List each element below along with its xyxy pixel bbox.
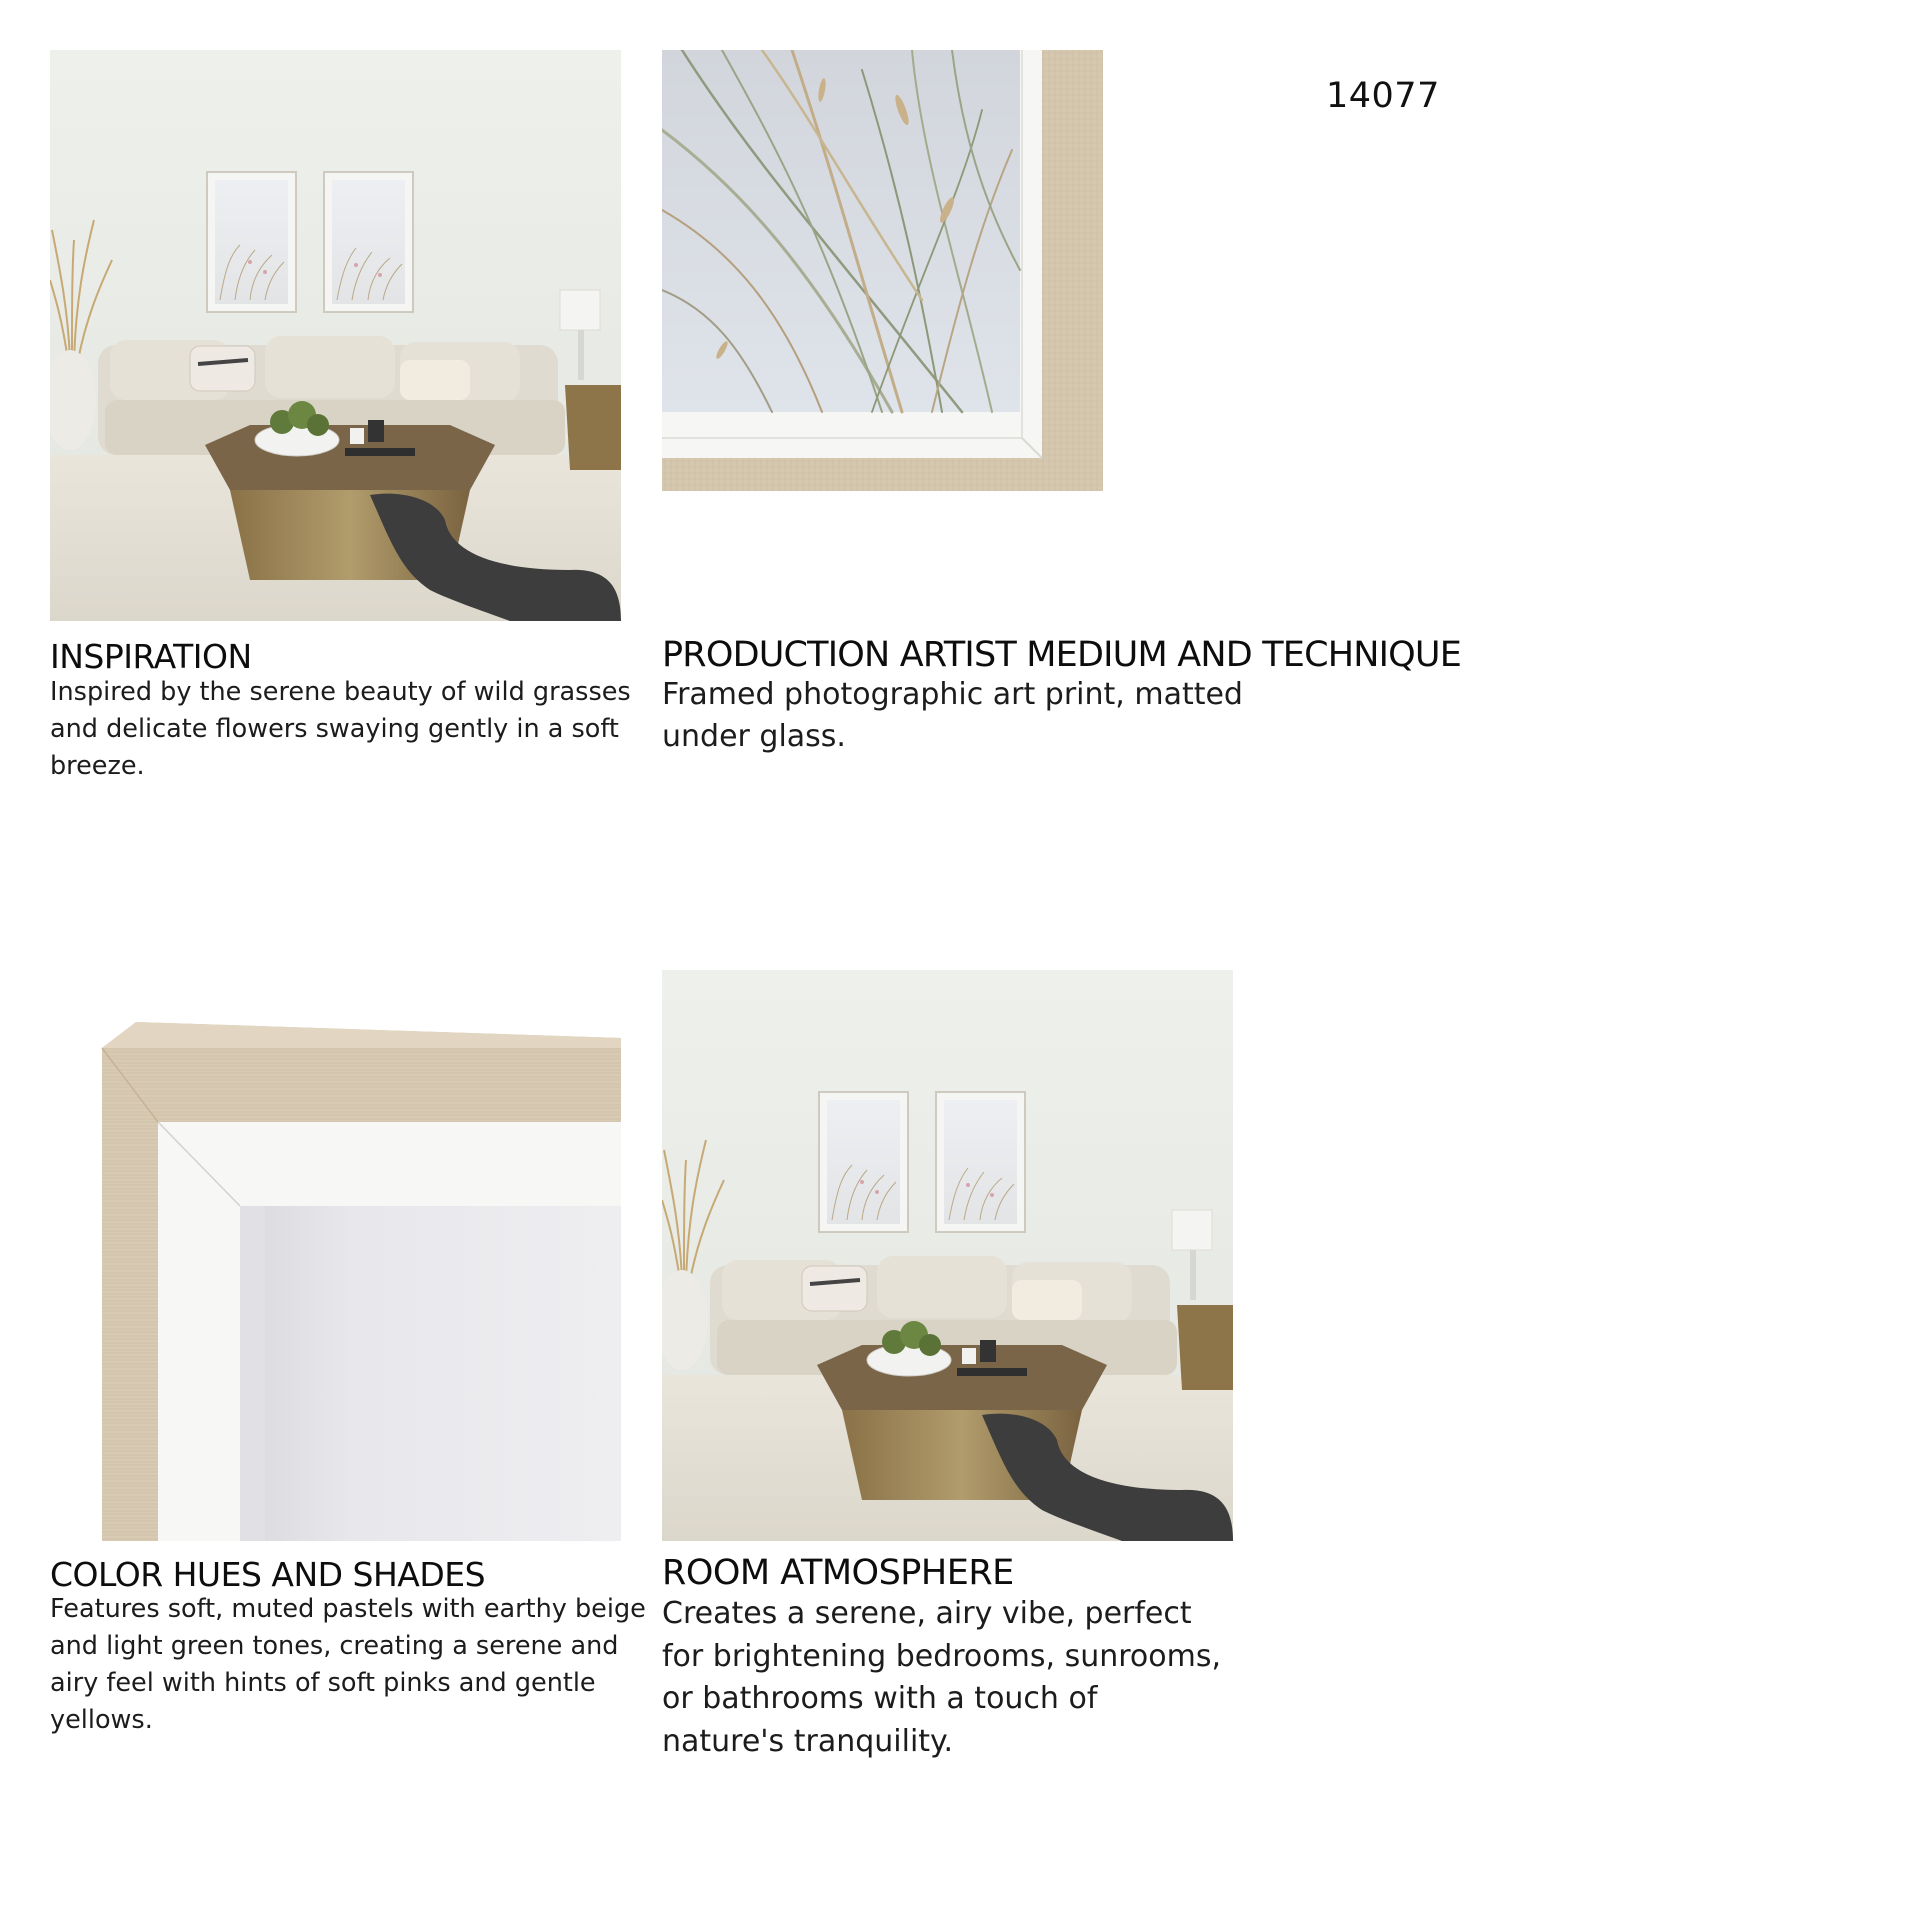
production-heading: PRODUCTION ARTIST MEDIUM AND TECHNIQUE (662, 635, 1462, 675)
wall-print-right (324, 172, 413, 312)
inspiration-heading: INSPIRATION (50, 637, 252, 676)
room-scene-image (50, 50, 621, 621)
room-scene-photo (50, 50, 621, 621)
wall-print-right (936, 1092, 1025, 1232)
product-sku: 14077 (1326, 76, 1440, 116)
inspiration-text: Inspired by the serene beauty of wild grasses and delicate flowers swaying gently in a soft breeze. (50, 677, 631, 781)
wall-print-left (207, 172, 296, 312)
print-closeup-image (662, 50, 1103, 491)
room-atmosphere-photo (662, 970, 1233, 1541)
frame-corner-image (50, 970, 621, 1541)
production-text: Framed photographic art print, matted under glass. (662, 677, 1243, 754)
wall-print-left (819, 1092, 908, 1232)
print-closeup-photo (662, 50, 1103, 491)
room-atmosphere-image (662, 970, 1233, 1541)
room-text: Creates a serene, airy vibe, perfect for brightening bedrooms, sunrooms, or bathrooms with a touch of nature's tranquility. (662, 1596, 1221, 1759)
frame-corner-photo (50, 970, 621, 1541)
color-heading: COLOR HUES AND SHADES (50, 1555, 486, 1594)
color-text: Features soft, muted pastels with earthy beige and light green tones, creating a serene and airy feel with hints of soft pinks and gentle yellows. (50, 1594, 646, 1735)
room-heading: ROOM ATMOSPHERE (662, 1553, 1014, 1593)
